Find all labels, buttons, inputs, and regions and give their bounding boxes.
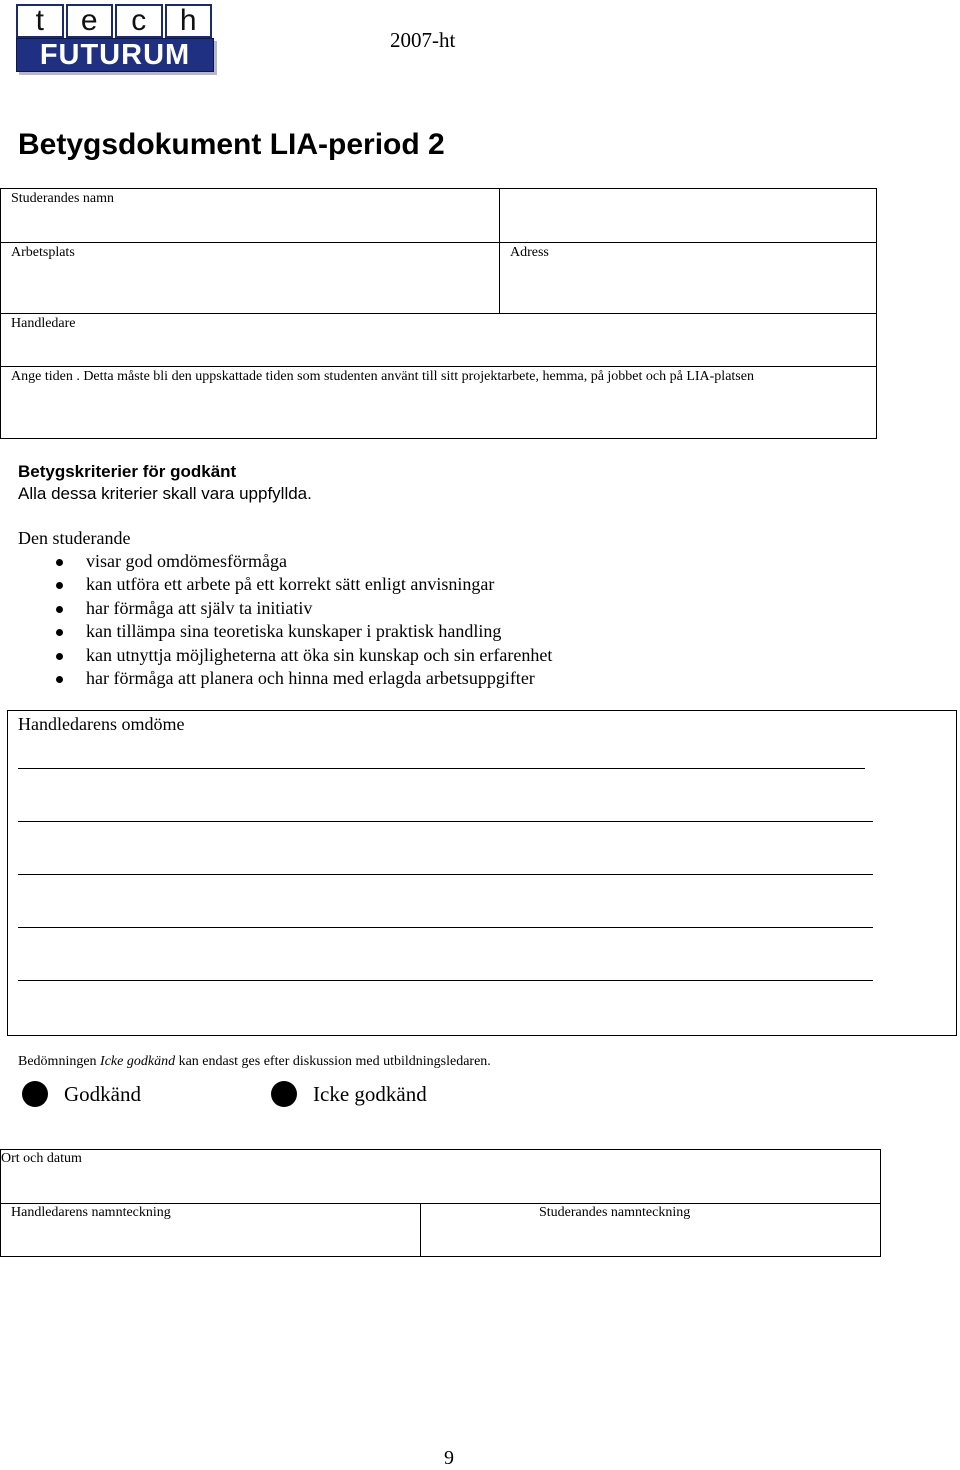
supervisor-signature-label: Handledarens namnteckning xyxy=(11,1205,171,1220)
criteria-subheading: Alla dessa kriterier skall vara uppfyllda. xyxy=(18,484,312,503)
criteria-item-text: kan utföra ett arbete på ett korrekt sätt enligt anvisningar xyxy=(86,574,495,595)
criteria-intro: Den studerande xyxy=(18,528,131,548)
writing-line[interactable] xyxy=(18,874,873,875)
logo-wordmark: FUTURUM xyxy=(16,38,214,72)
supervisor-label: Handledare xyxy=(11,316,76,331)
place-date-field[interactable] xyxy=(1,1150,880,1203)
criteria-item-text: visar god omdömesförmåga xyxy=(86,551,287,571)
time-label: Ange tiden . Detta måste bli den uppskattade tiden som studenten använt till sitt projektarbete, hemma, på jobbet och på LIA-platsen xyxy=(11,369,754,384)
writing-line[interactable] xyxy=(18,821,873,822)
supervisor-field[interactable] xyxy=(1,314,876,366)
logo-letter: e xyxy=(66,4,114,38)
option-fail-label: Icke godkänd xyxy=(313,1082,427,1106)
bullet-icon xyxy=(56,582,63,589)
student-signature-label: Studerandes namnteckning xyxy=(539,1205,691,1220)
writing-line[interactable] xyxy=(18,927,873,928)
page-number: 9 xyxy=(444,1447,454,1469)
criteria-item xyxy=(56,573,552,596)
student-name-label: Studerandes namn xyxy=(11,191,115,206)
criteria-item xyxy=(56,620,552,643)
criteria-item xyxy=(56,644,552,667)
supervisor-assessment-label: Handledarens omdöme xyxy=(18,714,185,734)
place-date-label: Ort och datum xyxy=(1,1151,82,1166)
criteria-item xyxy=(56,667,552,690)
logo-letter: t xyxy=(16,4,64,38)
techfuturum-logo xyxy=(16,4,214,72)
bullet-icon xyxy=(56,653,63,660)
writing-line[interactable] xyxy=(18,980,873,981)
option-fail[interactable] xyxy=(271,1082,427,1109)
grading-note-emphasis: Icke godkänd xyxy=(100,1054,176,1069)
address-label: Adress xyxy=(510,245,549,260)
criteria-item-text: har förmåga att planera och hinna med erlagda arbetsuppgifter xyxy=(86,667,535,688)
logo-letter: h xyxy=(165,4,213,38)
option-pass-label: Godkänd xyxy=(64,1082,141,1106)
criteria-item-text: har förmåga att själv ta initiativ xyxy=(86,597,313,618)
writing-line[interactable] xyxy=(18,768,865,769)
criteria-list xyxy=(56,550,552,690)
bullet-icon xyxy=(56,606,63,613)
address-field[interactable] xyxy=(500,243,876,313)
time-field[interactable] xyxy=(1,367,876,438)
header-year: 2007-ht xyxy=(390,28,456,52)
workplace-label: Arbetsplats xyxy=(11,245,75,260)
supervisor-signature-field[interactable] xyxy=(1,1204,420,1256)
page-title: Betygsdokument LIA-period 2 xyxy=(18,128,445,161)
grading-note-start: Bedömningen xyxy=(18,1054,101,1069)
logo-letter: c xyxy=(115,4,163,38)
logo-letter-row xyxy=(16,4,214,38)
radio-bullet-icon xyxy=(271,1081,297,1107)
criteria-heading: Betygskriterier för godkänt xyxy=(18,462,237,481)
supervisor-assessment-box[interactable] xyxy=(7,710,957,1036)
student-name-field[interactable] xyxy=(1,189,499,242)
option-pass[interactable] xyxy=(22,1082,141,1109)
student-info-table xyxy=(0,188,877,439)
criteria-item xyxy=(56,597,552,620)
criteria-item xyxy=(56,550,552,573)
bullet-icon xyxy=(56,559,63,566)
bullet-icon xyxy=(56,629,63,636)
criteria-item-text: kan tillämpa sina teoretiska kunskaper i praktisk handling xyxy=(86,621,502,642)
radio-bullet-icon xyxy=(22,1081,48,1107)
grading-note-end: kan endast ges efter diskussion med utbildningsledaren. xyxy=(175,1054,491,1069)
grading-note xyxy=(18,1054,491,1070)
criteria-item-text: kan utnyttja möjligheterna att öka sin kunskap och sin erfarenhet xyxy=(86,644,553,665)
student-signature-field[interactable] xyxy=(421,1204,880,1256)
workplace-field[interactable] xyxy=(1,243,499,313)
bullet-icon xyxy=(56,676,63,683)
signature-table xyxy=(0,1149,881,1257)
